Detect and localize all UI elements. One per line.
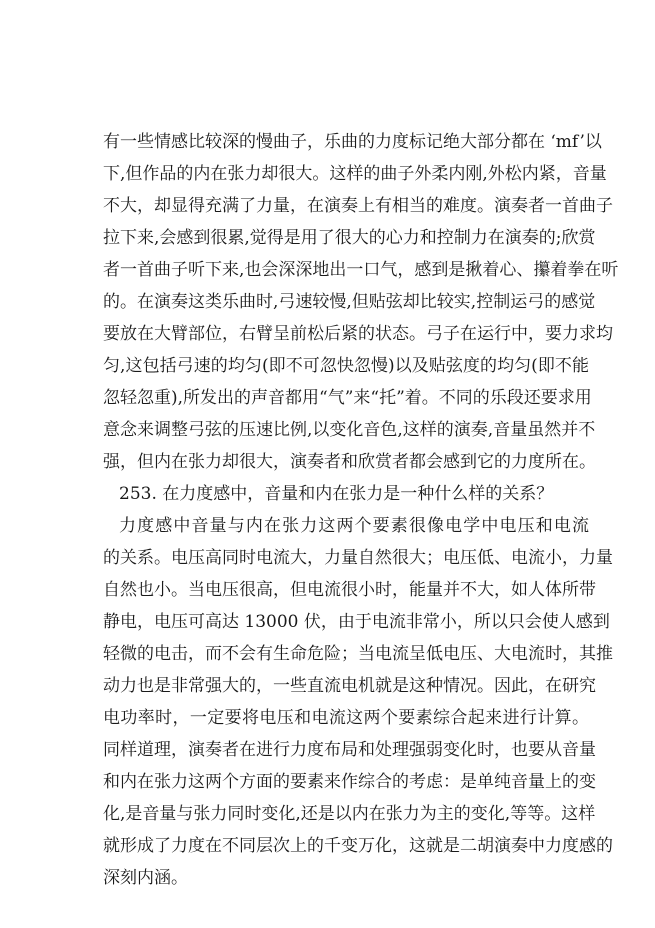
body-text-line: 拉下来,会感到很累,觉得是用了很大的心力和控制力在演奏的;欣赏 [103,228,596,248]
body-text-line: 轻微的电击，而不会有生命危险；当电流呈低电压、大电流时，其推 [103,644,613,664]
body-text-line: 忽轻忽重),所发出的声音都用“气”来“托”着。不同的乐段还要求用 [103,388,592,408]
body-text-line: 就形成了力度在不同层次上的千变万化，这就是二胡演奏中力度感的 [103,836,613,856]
body-text-line: 深刻内涵。 [103,868,188,888]
body-text-line: 匀,这包括弓速的均匀(即不可忽快忽慢)以及贴弦度的均匀(即不能 [103,356,589,376]
body-text-line: 意念来调整弓弦的压速比例,以变化音色,这样的演奏,音量虽然并不 [103,420,596,440]
body-text-line: 不大，却显得充满了力量，在演奏上有相当的难度。演奏者一首曲子 [103,196,613,216]
question-heading: 253. 在力度感中，音量和内在张力是一种什么样的关系？ [119,484,554,504]
body-text-line: 强，但内在张力却很大，演奏者和欣赏者都会感到它的力度所在。 [103,452,596,472]
body-text-line: 化,是音量与张力同时变化,还是以内在张力为主的变化,等等。这样 [103,804,596,824]
body-text-line: 要放在大臂部位，右臂呈前松后紧的状态。弓子在运行中，要力求均 [103,324,613,344]
body-text-line: 有一些情感比较深的慢曲子，乐曲的力度标记绝大部分都在 ‘mf’以 [103,132,602,152]
body-text-line: 同样道理，演奏者在进行力度布局和处理强弱变化时，也要从音量 [103,740,596,760]
body-text-line: 力度感中音量与内在张力这两个要素很像电学中电压和电流 [119,516,589,536]
body-text-line: 静电，电压可高达 13000 伏，由于电流非常小，所以只会使人感到 [103,612,610,632]
body-text-line: 的。在演奏这类乐曲时,弓速较慢,但贴弦却比较实,控制运弓的感觉 [103,292,596,312]
body-text-line: 自然也小。当电压很高，但电流很小时，能量并不大，如人体所带 [103,580,596,600]
body-text-line: 和内在张力这两个方面的要素来作综合的考虑：是单纯音量上的变 [103,772,596,792]
body-text-line: 动力也是非常强大的，一些直流电机就是这种情况。因此，在研究 [103,676,596,696]
body-text-line: 下,但作品的内在张力却很大。这样的曲子外柔内刚,外松内紧，音量 [103,164,607,184]
body-text-line: 者一首曲子听下来,也会深深地出一口气，感到是揪着心、攥着拳在听 [103,260,619,280]
body-text-line: 的关系。电压高同时电流大，力量自然很大；电压低、电流小，力量 [103,548,613,568]
body-text-line: 电功率时，一定要将电压和电流这两个要素综合起来进行计算。 [103,708,589,728]
